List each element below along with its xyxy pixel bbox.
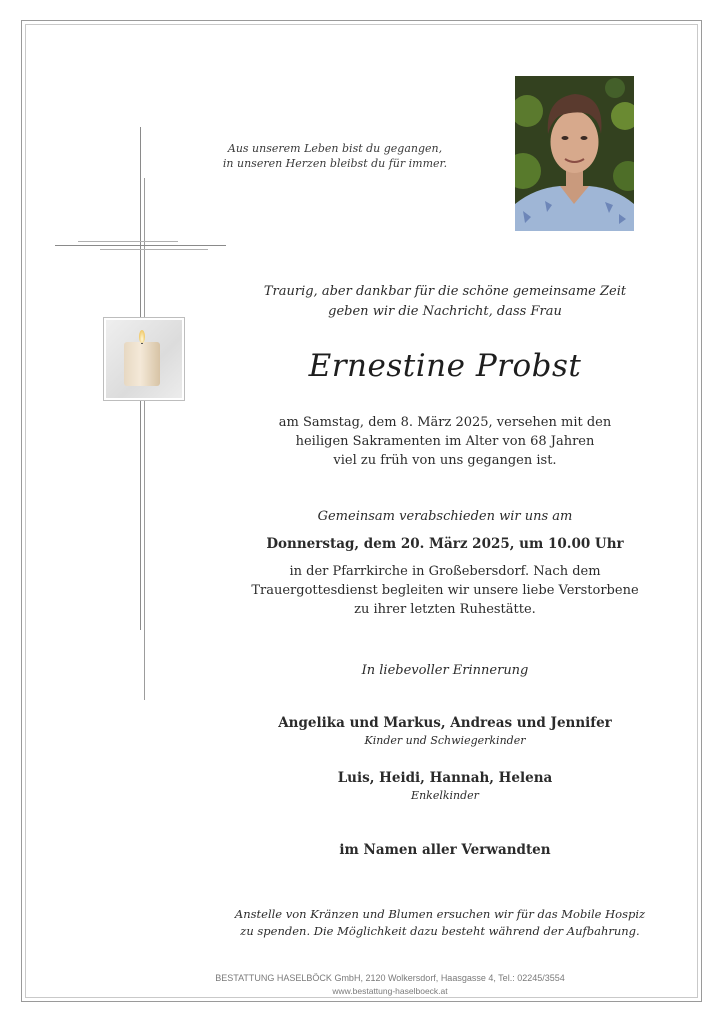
mourner-role: Kinder und Schwiegerkinder bbox=[364, 734, 526, 747]
location-line: in der Pfarrkirche in Großebersdorf. Nach dem bbox=[289, 564, 601, 579]
intro-line: Traurig, aber dankbar für die schöne gemeinsame Zeit bbox=[263, 284, 627, 299]
location-line: Trauergottesdienst begleiten wir unsere liebe Verstorbene bbox=[251, 583, 639, 598]
donation-notice bbox=[200, 906, 680, 940]
memory-line: In liebevoller Erinnerung bbox=[361, 663, 529, 678]
funeral-location bbox=[210, 562, 680, 619]
death-details bbox=[210, 413, 680, 470]
death-line: am Samstag, dem 8. März 2025, versehen mit den bbox=[278, 415, 612, 430]
intro-line: geben wir die Nachricht, dass Frau bbox=[328, 304, 562, 319]
funeral-home-address: BESTATTUNG HASELBÖCK GmbH, 2120 Wolkersdorf, Haasgasse 4, Tel.: 02245/3554 bbox=[215, 973, 565, 983]
memorial-verse bbox=[205, 141, 465, 171]
cross-horizontal-line-lower bbox=[100, 249, 208, 250]
deceased-name: Ernestine Probst bbox=[308, 348, 582, 384]
notice-line: Anstelle von Kränzen und Blumen ersuchen wir für das Mobile Hospiz bbox=[234, 907, 646, 921]
mourner-names: Luis, Heidi, Hannah, Helena bbox=[337, 770, 553, 786]
death-line: viel zu früh von uns gegangen ist. bbox=[333, 453, 557, 468]
candle-flame-icon bbox=[139, 330, 145, 343]
relatives-line: im Namen aller Verwandten bbox=[339, 842, 551, 858]
farewell-intro: Gemeinsam verabschieden wir uns am bbox=[317, 509, 573, 524]
notice-line: zu spenden. Die Möglichkeit dazu besteht während der Aufbahrung. bbox=[240, 924, 640, 938]
cross-horizontal-line-upper bbox=[78, 241, 178, 242]
location-line: zu ihrer letzten Ruhestätte. bbox=[354, 602, 536, 617]
verse-line: Aus unserem Leben bist du gegangen, bbox=[227, 142, 443, 155]
funeral-home-website[interactable]: www.bestattung-haselboeck.at bbox=[332, 986, 448, 996]
cross-vertical-line-secondary bbox=[144, 178, 145, 700]
candle-image bbox=[104, 318, 184, 400]
candle-body bbox=[124, 342, 160, 386]
verse-line: in unseren Herzen bleibst du für immer. bbox=[222, 157, 448, 170]
portrait-photo bbox=[515, 76, 634, 231]
cross-horizontal-line bbox=[55, 245, 226, 246]
funeral-date: Donnerstag, dem 20. März 2025, um 10.00 Uhr bbox=[266, 536, 624, 552]
death-line: heiligen Sakramenten im Alter von 68 Jahren bbox=[295, 434, 595, 449]
mourner-names: Angelika und Markus, Andreas und Jennifer bbox=[278, 715, 612, 731]
portrait-illustration bbox=[515, 76, 634, 231]
announcement-intro bbox=[210, 282, 680, 322]
mourner-role: Enkelkinder bbox=[411, 789, 479, 802]
